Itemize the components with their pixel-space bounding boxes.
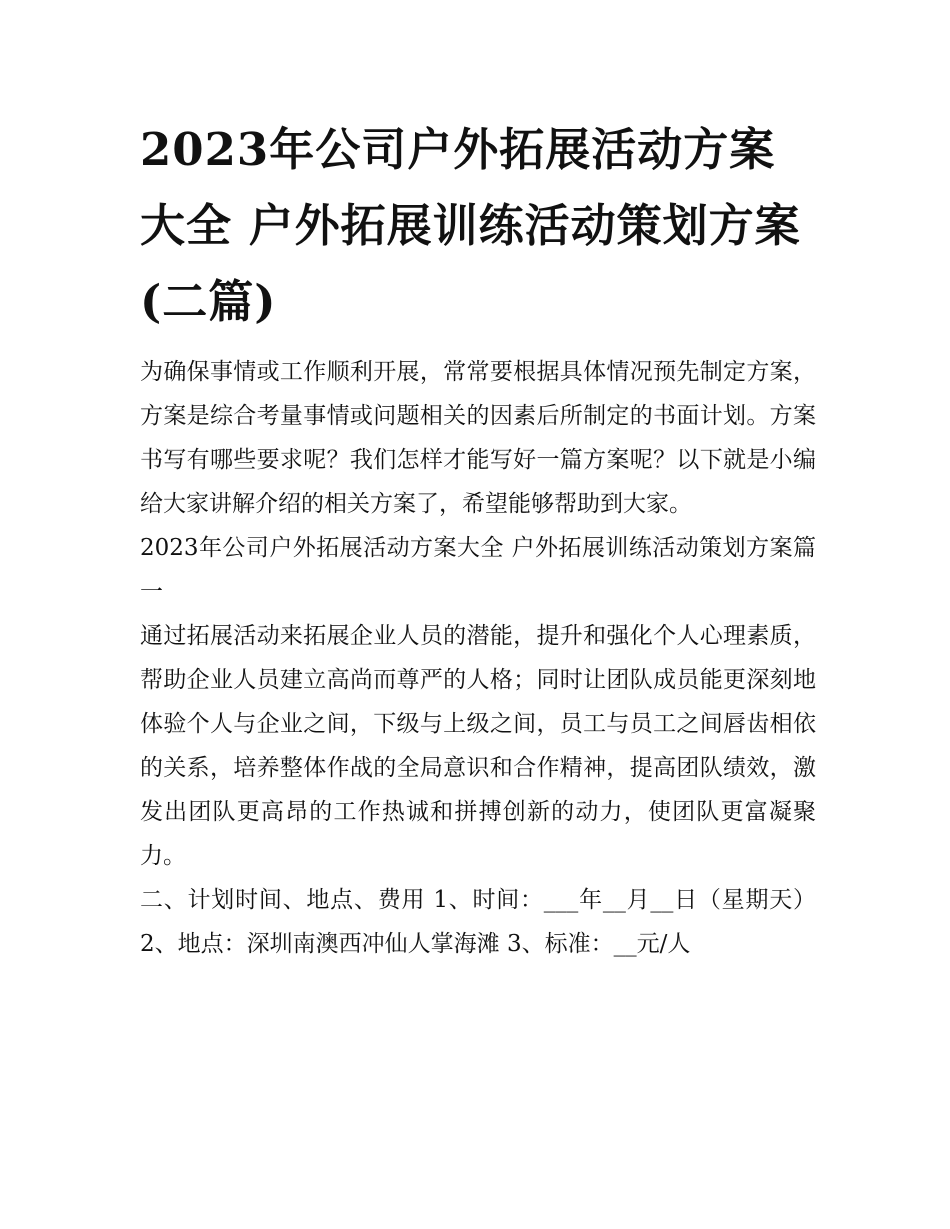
section-heading: 2023年公司户外拓展活动方案大全 户外拓展训练活动策划方案篇一 (140, 535, 816, 605)
document-title: 2023年公司户外拓展活动方案大全 户外拓展训练活动策划方案(二篇) (140, 123, 801, 328)
plan-paragraph: 二、计划时间、地点、费用 1、时间：___年__月__日（星期天） 2、地点：深圳南澳西冲仙人掌海滩 3、标准：__元/人 (140, 887, 816, 957)
document-page (140, 112, 816, 966)
purpose-paragraph: 通过拓展活动来拓展企业人员的潜能，提升和强化个人心理素质，帮助企业人员建立高尚而尊严的人格；同时让团队成员能更深刻地体验个人与企业之间，下级与上级之间，员工与员工之间唇齿相依的关系，培养整体作战的全局意识和合作精神，提高团队绩效，激发出团队更高昂的工作热诚和拼搏创新的动力，使团队更富凝聚力。 (140, 623, 816, 869)
intro-paragraph: 为确保事情或工作顺利开展，常常要根据具体情况预先制定方案，方案是综合考量事情或问题相关的因素后所制定的书面计划。方案书写有哪些要求呢？我们怎样才能写好一篇方案呢？以下就是小编给大家讲解介绍的相关方案了，希望能够帮助到大家。 (140, 359, 816, 517)
